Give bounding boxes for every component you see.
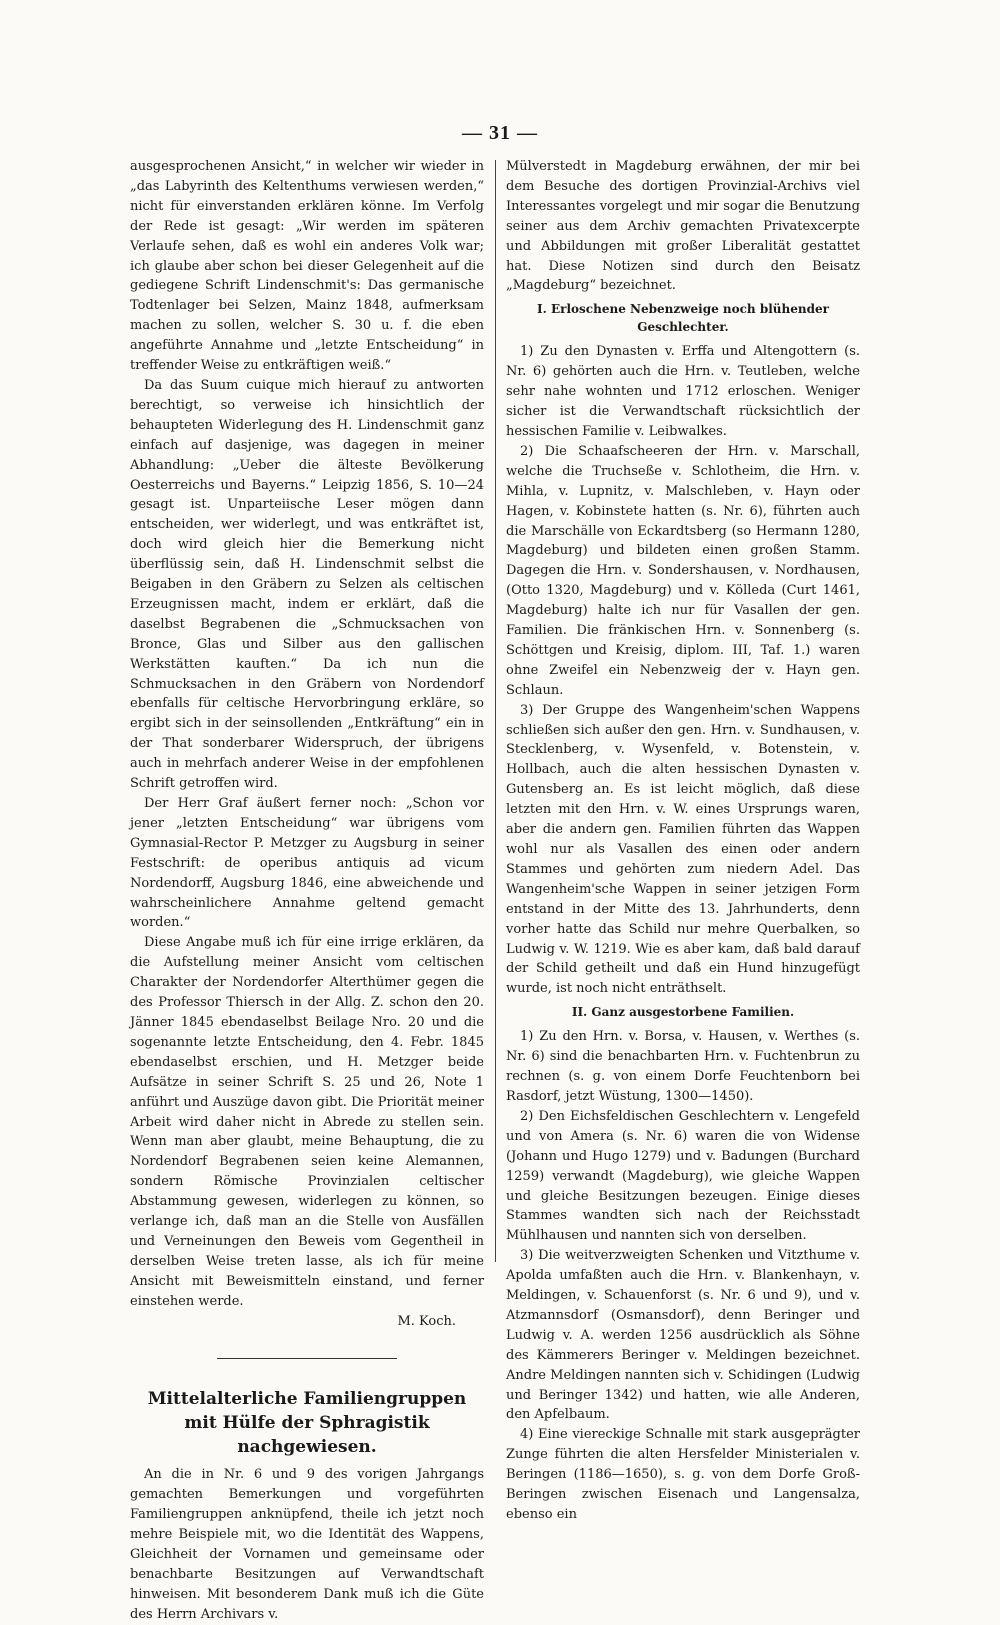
list-item: 1) Zu den Hrn. v. Borsa, v. Hausen, v. Werthes (s. Nr. 6) sind die benachbarten Hrn. v. Fuchtenbrun zu rechnen (s. g. von einem Dorfe Feuchtenborn bei Rasdorf, jetzt Wüstung, 1300—1450). [506,1029,860,1104]
article-intro: An die in Nr. 6 und 9 des vorigen Jahrgangs gemachten Bemerkungen und vorgeführten Familiengruppen anknüpfend, theile ich jetzt noch mehre Beispiele mit, wo die Identität des Wappens, Gleichheit der Vornamen und gemeinsame oder benachbarte Besitzungen auf Verwandtschaft hinweisen. Mit besonderem Dank muß ich die Güte des Herrn Archivars v. [130,1467,484,1622]
list-item: 4) Eine viereckige Schnalle mit stark ausgeprägter Zunge führten die alten Hersfelder Ministerialen v. Beringen (1186—1650), s. g. von dem Dorfe Groß-Beringen zwischen Eisenach und Langensalza, ebenso ein [506,1427,860,1522]
paragraph: Diese Angabe muß ich für eine irrige erklären, da die Aufstellung meiner Ansicht vom celtischen Charakter der Nordendorfer Alterthümer gegen die des Professor Thiersch in der Allg. Z. schon den 20. Jänner 1845 ebendaselbst Beilage Nro. 20 und die sogenannte letzte Entscheidung, den 4. Febr. 1845 ebendaselbst erschien, und H. Metzger beide Aufsätze in seiner Schrift S. 25 und 26, Note 1 anführt und Auszüge davon gibt. Die Priorität meiner Arbeit wird daher nicht in Abrede zu stellen sein. Wenn man aber glaubt, meine Behauptung, die zu Nordendorf Begrabenen seien keine Alemannen, sondern Römische Provinzialen celtischer Abstammung gewesen, widerlegen zu können, so verlange ich, daß man an die Stelle von Ausfällen und Verneinungen den Beweis vom Gegentheil in derselben Weise treten lasse, als ich für meine Ansicht mit Beweismitteln einstand, und ferner einstehen werde. [130,935,484,1309]
right-column [506,157,860,1525]
list-item: 1) Zu den Dynasten v. Erffa und Altengottern (s. Nr. 6) gehörten auch die Hrn. v. Teutleben, welche sehr nahe wohnten und 1712 erloschen. Weniger sicher ist die Verwandtschaft rücksichtlich der hessischen Familie v. Leibwalkes. [506,344,860,439]
list-item: 3) Der Gruppe des Wangenheim'schen Wappens schließen sich außer den gen. Hrn. v. Sundhausen, v. Stecklenberg, v. Wysenfeld, v. Botenstein, v. Hollbach, auch die alten hessischen Dynasten v. Gutensberg an. Es ist leicht möglich, daß diese letzten mit den Hrn. v. W. eines Ursprungs waren, aber die andern gen. Familien führten das Wappen wohl nur als Vasallen des einen oder andern Stammes und gehörten zum niedern Adel. Das Wangenheim'sche Wappen in seiner jetzigen Form entstand in der Mitte des 13. Jahrhunderts, denn vorher hatte das Schild nur mehre Querbalken, so Ludwig v. W. 1219. Wie es aber kam, daß bald darauf der Schild getheilt und daß ein Hund hinzugefügt wurde, ist noch nicht enträthselt. [506,702,860,997]
page-number: — 31 — [462,122,538,144]
paragraph: Der Herr Graf äußert ferner noch: „Schon vor jener „letzten Entscheidung“ war übrigens vom Gymnasial-Rector P. Metzger zu Augsburg in seiner Festschrift: de operibus antiquis ad vicum Nordendorff, Augsburg 1846, eine abweichende und wahrscheinlichere Annahme geltend gemacht worden.“ [130,796,484,931]
signature: M. Koch. [397,1313,456,1329]
list-item: 3) Die weitverzweigten Schenken und Vitzthume v. Apolda umfaßten auch die Hrn. v. Blankenhayn, v. Meldingen, v. Schauenforst (s. Nr. 6 und 9), und v. Atzmannsdorf (Osmansdorf), denn Beringer und Ludwig v. A. werden 1256 ausdrücklich als Söhne des Kämmerers Beringer v. Meldingen bezeichnet. Andre Meldingen nannten sich v. Schidingen (Ludwig und Beringer 1342) und hatten, wie alle Anderen, den Apfelbaum. [506,1248,860,1423]
article-title: Mittelalterliche Familiengruppen mit Hülfe der Sphragistik nachgewiesen. [147,1389,467,1458]
paragraph: ausgesprochenen Ansicht,“ in welcher wir wieder in „das Labyrinth des Keltenthums verwiesen werden,“ nicht für einverstanden erklären könne. Im Verfolg der Rede ist gesagt: „Wir werden im späteren Verlaufe sehen, daß es wohl ein anderes Volk war; ich glaube aber schon bei dieser Gelegenheit auf die gediegene Schrift Lindenschmit's: Das germanische Todtenlager bei Selzen, Mainz 1848, aufmerksam machen zu sollen, welcher S. 30 u. f. die eben angeführte Annahme und „letzte Entscheidung“ in treffender Weise zu entkräftigen weiß.“ [130,159,484,374]
list-item: 2) Den Eichsfeldischen Geschlechtern v. Lengefeld und von Amera (s. Nr. 6) waren die von Widense (Johann und Hugo 1279) und v. Badungen (Burchard 1259) verwandt (Magdeburg), wie gleiche Wappen und gleiche Besitzungen bezeugen. Einige dieses Stammes wandten sich nach der Reichsstadt Mühlhausen und nannten sich von derselben. [506,1108,860,1244]
column-divider [495,160,496,1262]
list-item: 2) Die Schaafscheeren der Hrn. v. Marschall, welche die Truchseße v. Schlotheim, die Hrn. v. Mihla, v. Lupnitz, v. Malschleben, v. Hayn oder Hagen, v. Kobinstete hatten (s. Nr. 6), führten auch die Marschälle von Eckardtsberg (so Hermann 1280, Magdeburg) und bildeten einen großen Stamm. Dagegen die Hrn. v. Sondershausen, v. Nordhausen, (Otto 1320, Magdeburg) und v. Kölleda (Curt 1461, Magdeburg) halte ich nur für Vasallen der gen. Familien. Die fränkischen Hrn. v. Sonnenberg (s. Schöttgen und Kreisig, diplom. III, Taf. 1.) waren ohne Zweifel ein Nebenzweig der v. Hayn gen. Schlaun. [506,443,860,698]
left-column [130,157,484,1625]
section-heading: II. Ganz ausgestorbene Familien. [571,1005,795,1020]
paragraph: Mülverstedt in Magdeburg erwähnen, der mir bei dem Besuche des dortigen Provinzial-Archivs viel Interessantes vorgelegt und mir sogar die Benutzung seiner aus dem Archiv gemachten Privatexcerpte und Abbildungen mit großer Liberalität gestattet hat. Diese Notizen sind durch den Beisatz „Magdeburg“ bezeichnet. [506,159,860,294]
paragraph: Da das Suum cuique mich hierauf zu antworten berechtigt, so verweise ich hinsichtlich der behaupteten Widerlegung des H. Lindenschmit ganz einfach auf dasjenige, was dagegen in meiner Abhandlung: „Ueber die älteste Bevölkerung Oesterreichs und Bayerns.“ Leipzig 1856, S. 10—24 gesagt ist. Unparteiische Leser mögen dann entscheiden, wer widerlegt, und was entkräftet ist, doch wird gleich hier die Bemerkung nicht überflüssig sein, daß H. Lindenschmit selbst die Beigaben in den Gräbern zu Selzen als celtischen Erzeugnissen macht, indem er erklärt, daß die daselbst Begrabenen die „Schmucksachen von Bronce, Glas und Silber aus den gallischen Werkstätten kauften.“ Da ich nun die Schmucksachen in den Gräbern von Nordendorf ebenfalls für celtische Hervorbringung erkläre, so ergibt sich in der seinsollenden „Entkräftung“ ein in der That sonderbarer Widerspruch, der übrigens auch in mehrfach anderer Weise in der empfohlenen Schrift getroffen wird. [130,377,484,792]
section-heading: I. Erloschene Nebenzweige noch blühender Geschlechter. [537,302,829,335]
section-divider [217,1358,397,1359]
